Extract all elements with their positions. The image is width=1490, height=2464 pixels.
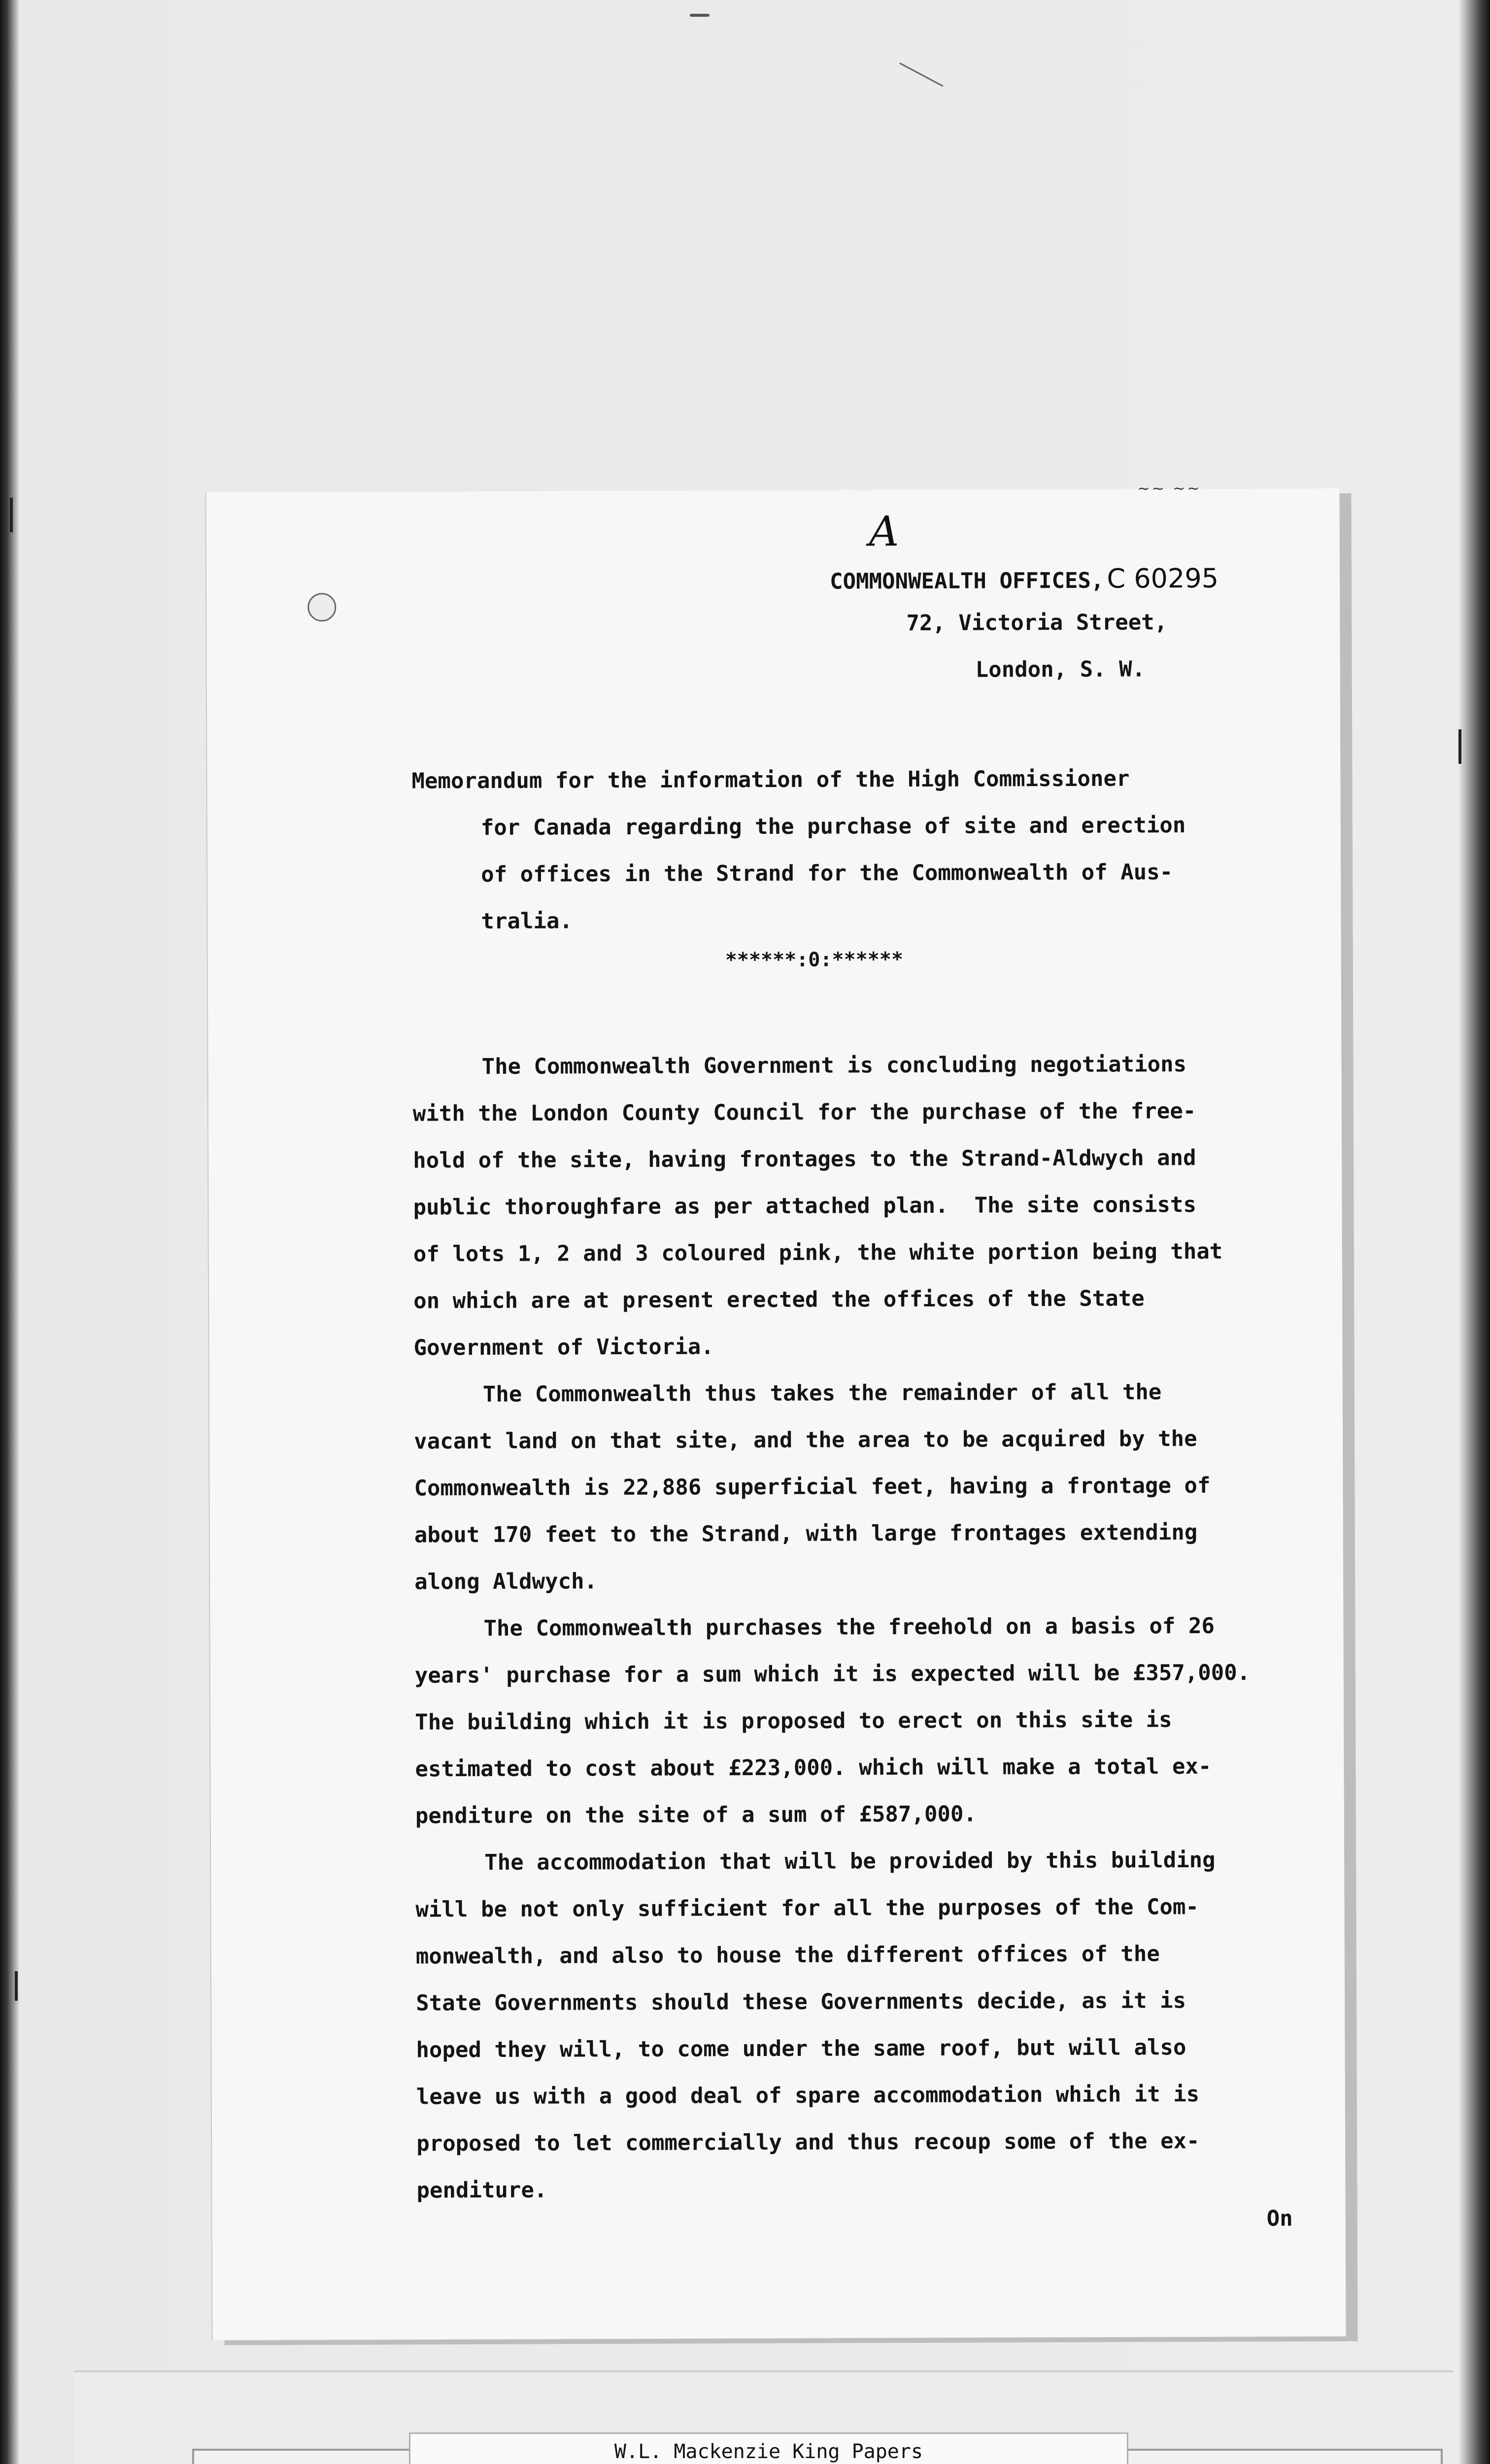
text-line: The Commonwealth Government is concluding negotiations [481,1052,1187,1080]
text-line: penditure on the site of a sum of £587,000. [415,1801,977,1829]
sender-address [206,562,1340,683]
left-edge-tick-lower [15,1971,18,2001]
paragraph-3 [414,1602,1327,1839]
text-line: years' purchase for a sum which it is expected will be £357,000. [414,1660,1251,1688]
collection-label [409,2432,1128,2464]
text-line: The Commonwealth thus takes the remainder of all the [482,1379,1162,1407]
text-line: leave us with a good deal of spare accommodation which it is [416,2082,1200,2110]
title-line: tralia. [481,908,573,934]
text-line: The accommodation that will be provided by this building [484,1847,1216,1876]
paragraph-4 [415,1836,1328,2214]
title-line: for Canada regarding the purchase of site and erection [480,813,1186,841]
text-line: State Governments should these Governments decide, as it is [416,1988,1186,2016]
text-line: The building which it is proposed to erect on this site is [415,1707,1172,1735]
text-line: with the London County Council for the purchase of the free- [412,1098,1196,1127]
handwritten-marker: A [869,507,899,556]
punch-hole [307,593,336,621]
text-line: The Commonwealth purchases the freehold on a basis of 26 [483,1613,1215,1642]
address-line-3: London, S. W. [975,656,1146,683]
text-line: proposed to let commercially and thus recoup some of the ex- [416,2128,1200,2156]
text-line: monwealth, and also to house the different offices of the [415,1941,1160,1969]
collection-name: W.L. Mackenzie King Papers [614,2440,923,2463]
text-line: about 170 feet to the Strand, with large frontages extending [414,1520,1198,1548]
paragraph-2 [414,1368,1326,1605]
text-line: on which are at present erected the offices of the State [413,1286,1145,1314]
memo-body [412,1040,1328,2214]
film-mark [690,14,710,17]
left-edge-tick [10,498,13,532]
text-line: estimated to cost about £223,000. which will make a total ex- [415,1753,1212,1782]
text-line: will be not only sufficient for all the purposes of the Com- [415,1894,1199,1922]
text-line: public thoroughfare as per attached plan. The site consists [413,1192,1197,1220]
continuation-catchword: On [1266,2206,1293,2231]
text-line: hold of the site, having frontages to the Strand-Aldwych and [413,1145,1196,1173]
paragraph-1 [412,1040,1325,1371]
reference-number: C 60295 [1107,562,1219,594]
sheet-top-marks: ~~ ~~ [1137,479,1202,498]
right-edge-tick [1458,729,1461,764]
text-line: hoped they will, to come under the same roof, but will also [416,2035,1186,2063]
text-line: of lots 1, 2 and 3 coloured pink, the white portion being that [413,1238,1223,1267]
text-line: vacant land on that site, and the area to be acquired by the [414,1426,1197,1454]
separator: ******:0:****** [725,948,904,972]
address-line-1: COMMONWEALTH OFFICES, C 60295 [830,562,1219,594]
text-line: Commonwealth is 22,886 superficial feet, having a frontage of [414,1472,1211,1501]
text-line: Government of Victoria. [413,1334,714,1361]
memorandum-page [206,479,1346,2340]
address-line-2: 72, Victoria Street, [906,610,1168,636]
memo-title [411,755,1186,945]
text-line: penditure. [416,2177,547,2203]
title-line: of offices in the Strand for the Commonwealth of Aus- [481,859,1173,888]
title-line: Memorandum for the information of the High Commissioner [411,766,1130,794]
text-line: along Aldwych. [414,1569,598,1595]
